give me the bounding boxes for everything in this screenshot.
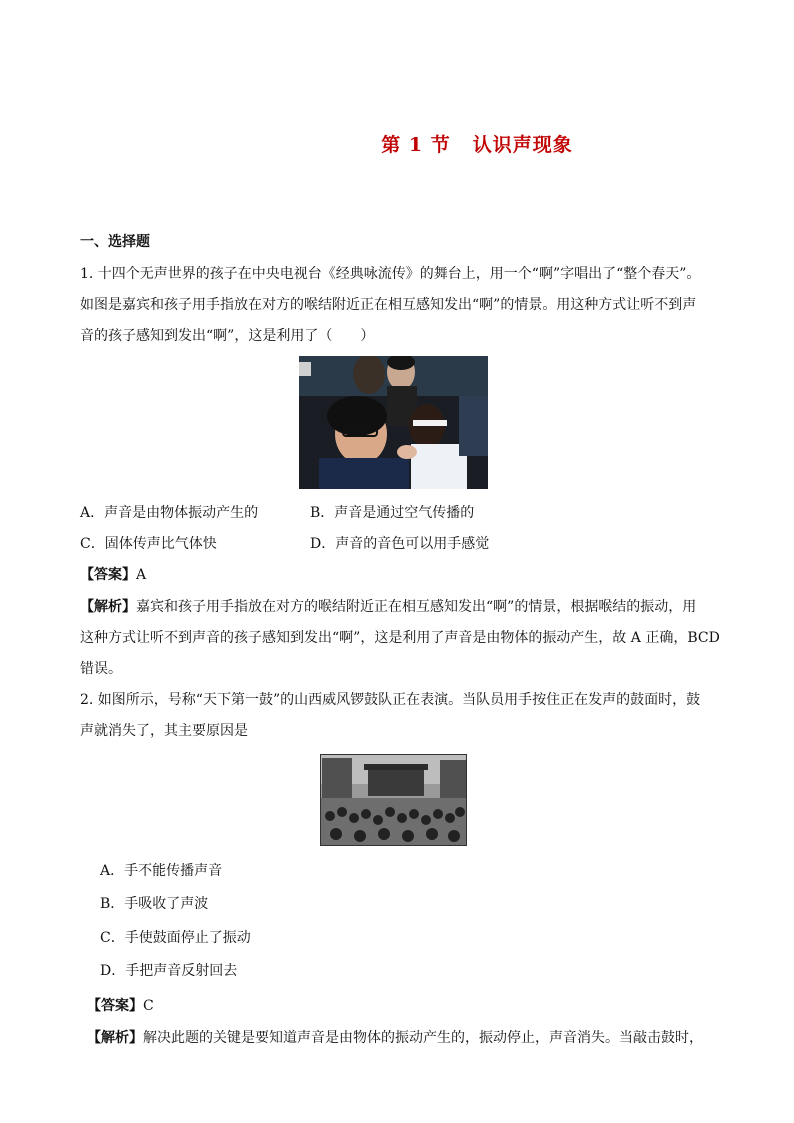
q2-option-d: D．手把声音反射回去 — [100, 963, 238, 979]
q1-analysis-label: 【解析】 — [80, 599, 136, 615]
q2-photo-illustration — [320, 754, 467, 846]
q1-analysis-line-2: 这种方式让听不到声音的孩子感知到发出“啊”，这是利用了声音是由物体的振动产生，故 A 正确，BCD — [80, 630, 720, 646]
q2-option-a: A．手不能传播声音 — [100, 863, 223, 879]
q1-answer-label: 【答案】 — [80, 567, 136, 583]
q2-line-2: 声就消失了，其主要原因是 — [80, 723, 248, 739]
q2-photo — [320, 754, 467, 846]
q2-option-b: B．手吸收了声波 — [100, 896, 209, 912]
title-chapter: 第 1 节 — [381, 134, 451, 156]
q1-answer — [80, 560, 720, 591]
q2-answer-value: C — [143, 998, 154, 1014]
q1-option-b: B．声音是通过空气传播的 — [310, 505, 475, 521]
q1-answer-value: A — [136, 567, 147, 583]
title-topic: 认识声现象 — [472, 134, 573, 156]
q1-option-c: C．固体传声比气体快 — [80, 536, 217, 552]
q1-photo-illustration — [299, 356, 488, 489]
q2-answer-label: 【答案】 — [87, 998, 143, 1014]
q1-line-2: 如图是嘉宾和孩子用手指放在对方的喉结附近正在相互感知发出“啊”的情景。用这种方式让听不到声 — [80, 297, 697, 313]
q1-line-3: 音的孩子感知到发出“啊”，这是利用了（ ） — [80, 328, 375, 344]
q1-line-1: 1. 十四个无声世界的孩子在中央电视台《经典咏流传》的舞台上，用一个“啊”字唱出了“整个春天”。 — [80, 266, 701, 282]
q1-photo — [299, 356, 488, 489]
section-heading: 一、选择题 — [80, 234, 150, 250]
q1-analysis-line-3: 错误。 — [80, 661, 122, 677]
page-title — [0, 130, 794, 157]
q2-analysis-label: 【解析】 — [87, 1030, 143, 1046]
q1-option-a: A．声音是由物体振动产生的 — [80, 505, 259, 521]
q2-option-c: C．手使鼓面停止了振动 — [100, 930, 251, 946]
q1-analysis-line-1: 【解析】嘉宾和孩子用手指放在对方的喉结附近正在相互感知发出“啊”的情景，根据喉结的振动，用 — [80, 599, 697, 615]
q1-option-d: D．声音的音色可以用手感觉 — [310, 536, 490, 552]
q2-line-1: 2. 如图所示，号称“天下第一鼓”的山西威风锣鼓队正在表演。当队员用手按住正在发声的鼓面时，鼓 — [80, 692, 701, 708]
q2-answer — [87, 991, 727, 1022]
q2-analysis-line-1: 【解析】解决此题的关键是要知道声音是由物体的振动产生的，振动停止，声音消失。当敲击鼓时， — [87, 1030, 703, 1046]
